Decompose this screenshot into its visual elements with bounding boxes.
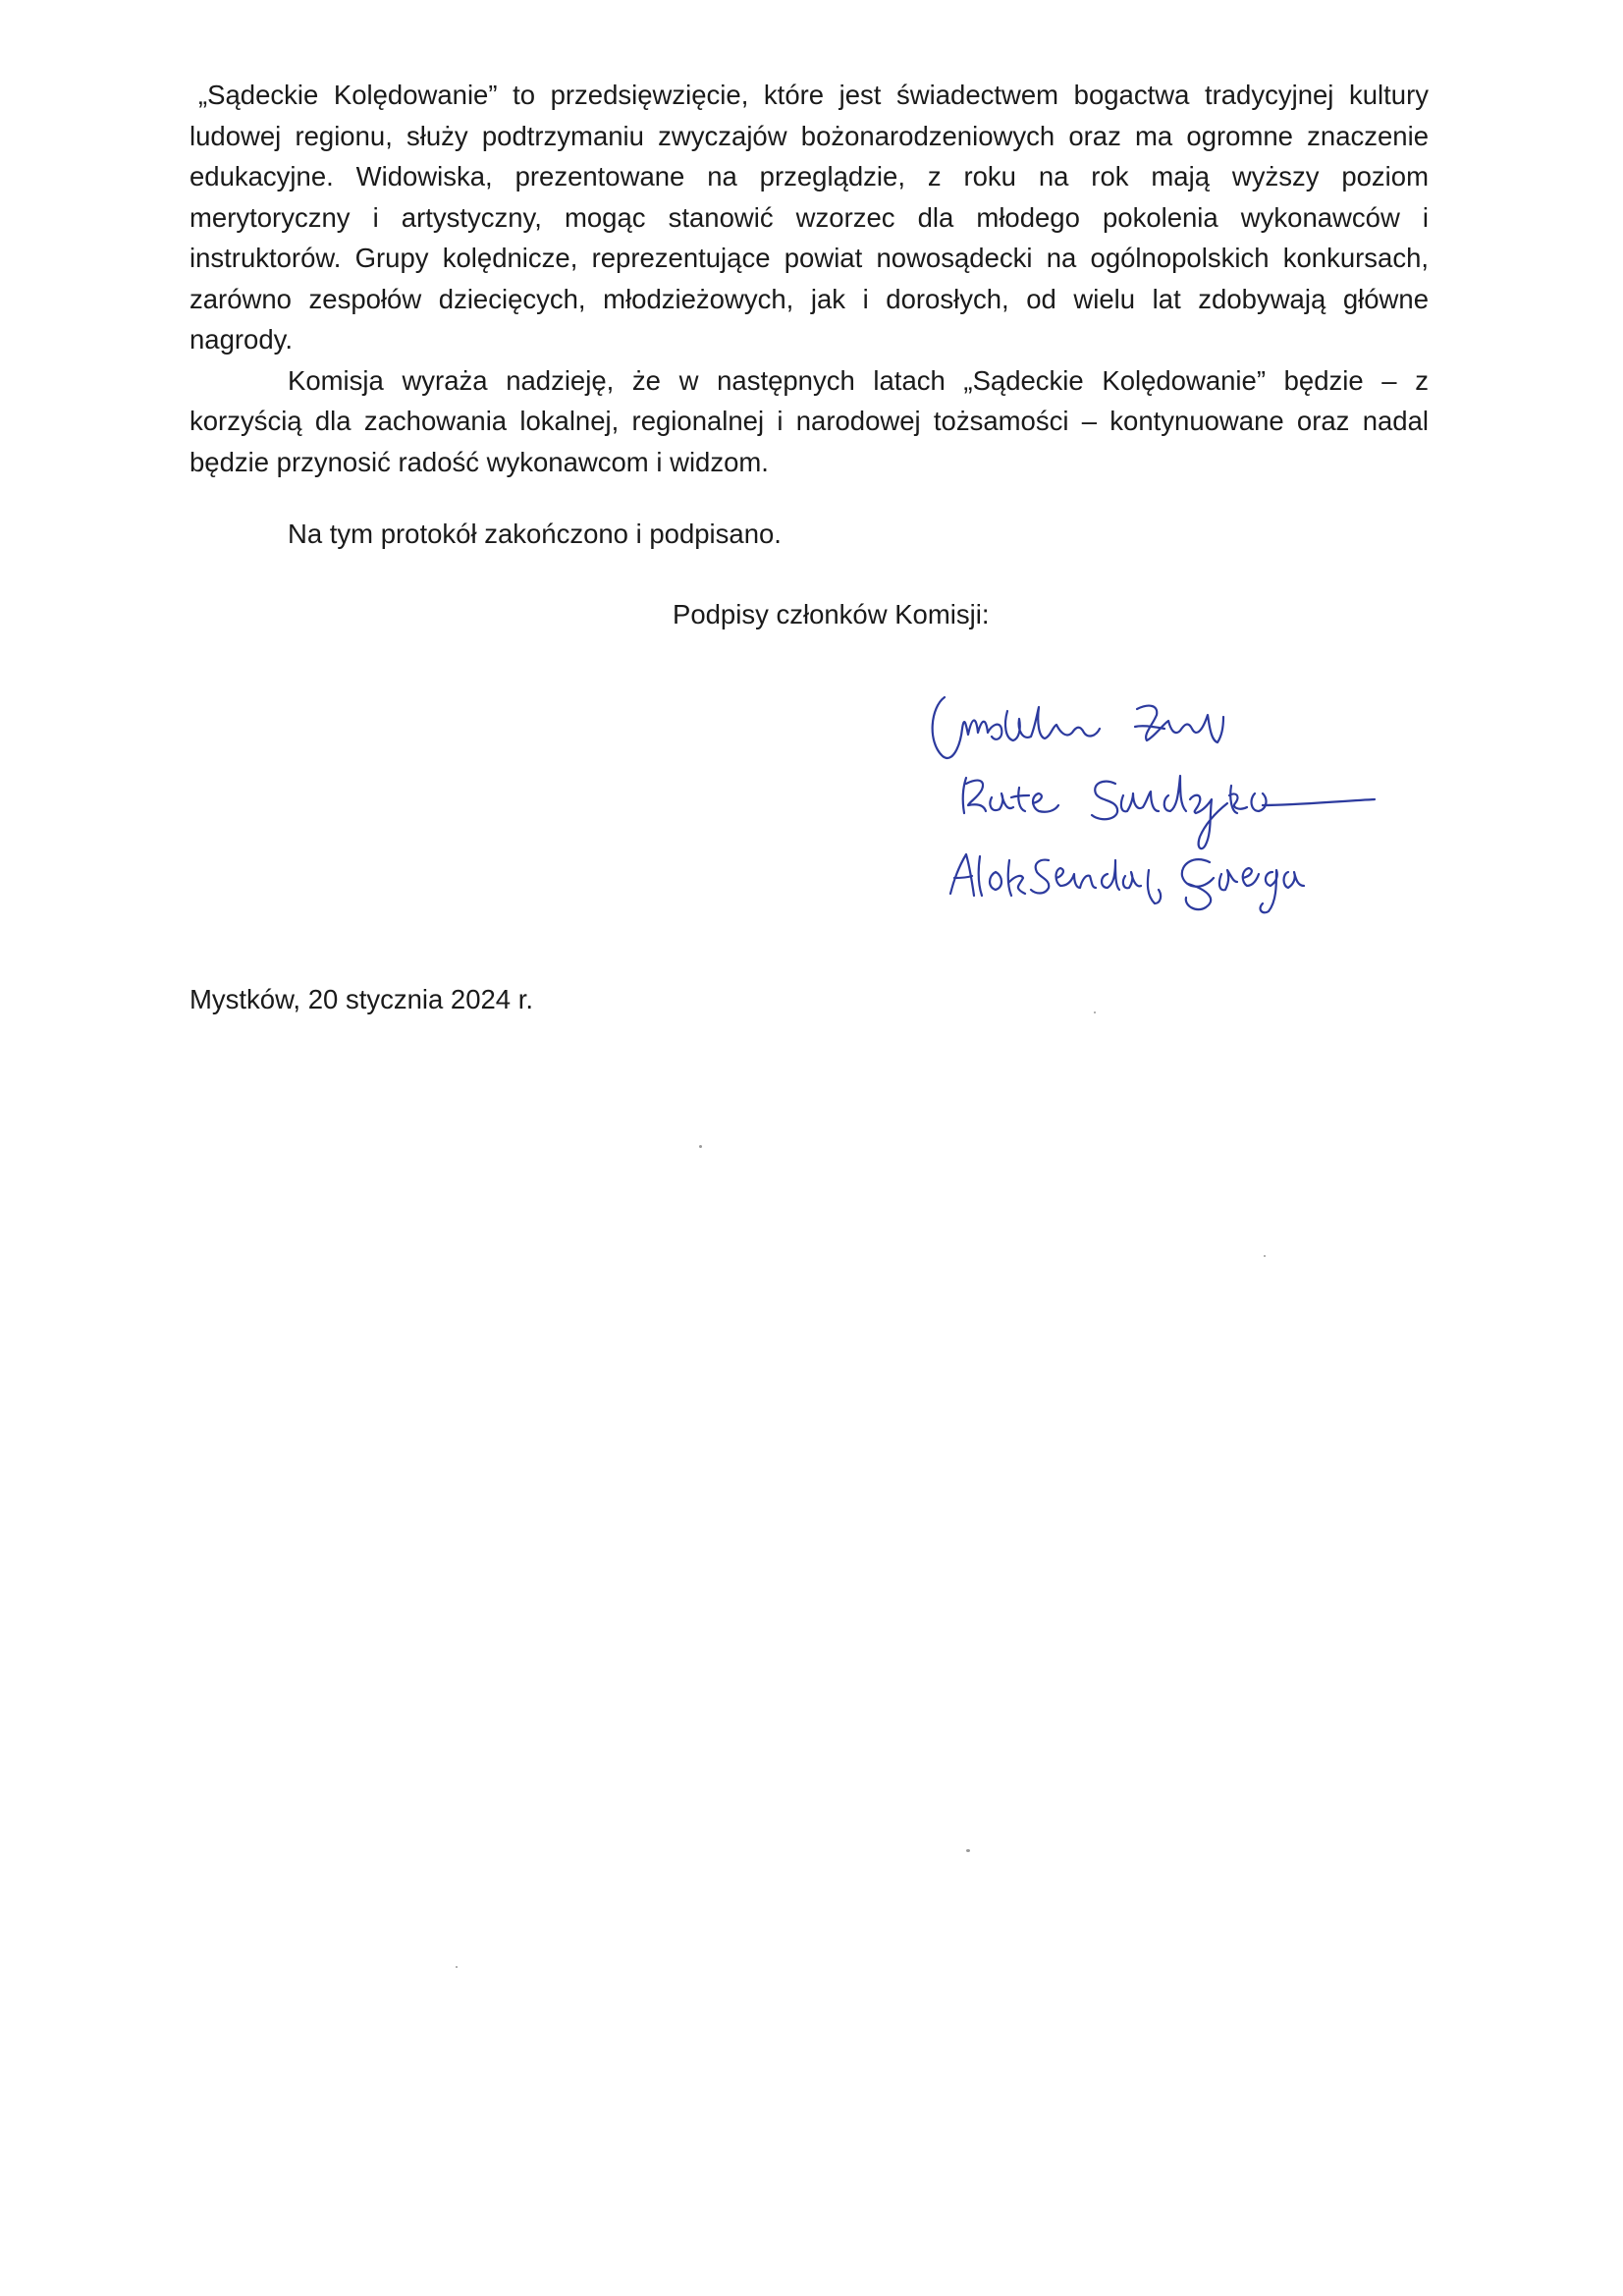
paragraph-1: „Sądeckie Kolędowanie” to przedsięwzięcie, które jest świadectwem bogactwa tradycyjnej kultury ludowej regionu, służy podtrzymaniu zwyczajów bożonarodzeniowych oraz ma ogromne znaczenie edukacyjne. Widowiska, prezentowane na przeglądzie, z roku na rok mają wyższy poziom merytoryczny i artystyczny, mogąc stanowić wzorzec dla młodego pokolenia wykonawców i instruktorów. Grupy kolędnicze, reprezentujące powiat nowosądecki na ogólnopolskich konkursach, zarówno zespołów dziecięcych, młodzieżowych, jak i dorosłych, od wielu lat zdobywają główne nagrody.	[189, 80, 1429, 355]
signature-block	[923, 668, 1453, 933]
document-body	[189, 75, 1429, 482]
signature-3	[950, 854, 1304, 912]
scan-speck	[1264, 1255, 1266, 1257]
paragraph-2: Komisja wyraża nadzieję, że w następnych latach „Sądeckie Kolędowanie” będzie – z korzyścią dla zachowania lokalnej, regionalnej i narodowej tożsamości – kontynuowane oraz nadal będzie przynosić radość wykonawcom i widzom.	[189, 364, 1429, 477]
signatures-label: Podpisy członków Komisji:	[673, 599, 990, 629]
signature-2	[963, 776, 1375, 848]
scan-speck	[699, 1145, 702, 1148]
handwritten-signatures	[923, 668, 1453, 933]
scan-speck	[456, 1966, 458, 1968]
signature-1	[933, 697, 1223, 758]
place-date: Mystków, 20 stycznia 2024 r.	[189, 984, 534, 1014]
scan-speck	[1094, 1011, 1096, 1013]
scan-speck	[966, 1849, 970, 1852]
closing-statement: Na tym protokół zakończono i podpisano.	[288, 519, 782, 549]
